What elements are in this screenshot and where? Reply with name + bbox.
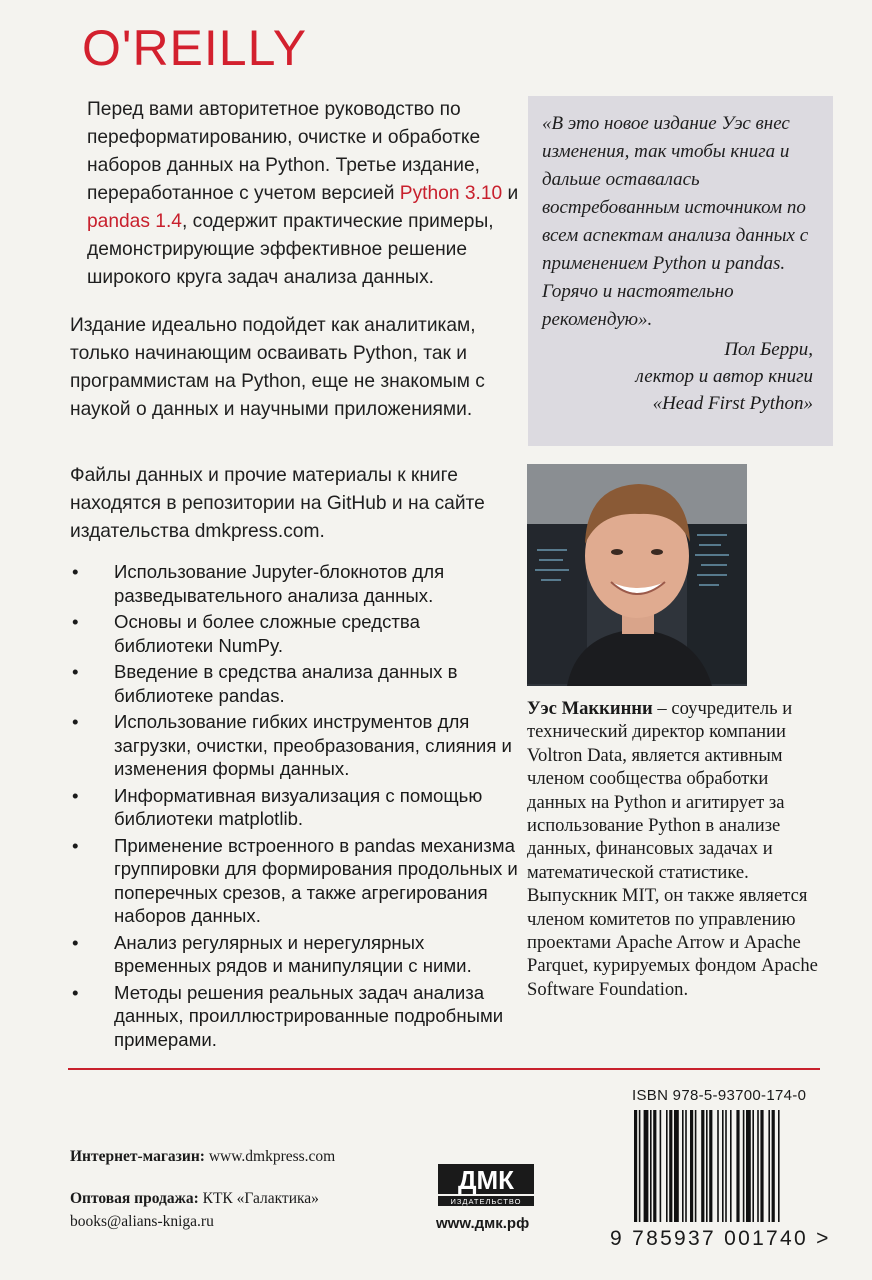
barcode-bar [674,1110,679,1222]
publisher-logo [436,1162,536,1208]
python-version-highlight: Python 3.10 [399,183,503,204]
barcode-bar [760,1110,763,1222]
list-item: • Методы решения реальных задач анализа данных, проиллюстрированные подробными примерами. [72,981,504,1050]
pandas-version-highlight: pandas 1.4 [87,211,182,232]
barcode-bar [701,1110,704,1222]
dmk-logo-icon [436,1162,536,1208]
online-shop-line: Интернет-магазин: www.dmkpress.com [70,1148,336,1165]
bullet-icon: • [72,561,79,582]
list-item: • Использование Jupyter-блокнотов для разведывательного анализа данных. [72,561,445,606]
author-name: Уэс Маккинни [527,698,653,719]
barcode-bar [685,1110,687,1222]
isbn-label: ISBN 978-5-93700-174-0 [632,1087,807,1104]
author-bio: Уэс Маккинни – соучредитель и технический директор компании Voltron Data, является активным членом сообщества обработки данных на Python и агитирует за использование Python в анализе данных, финансовых задачах и математической статистике. Выпускник MIT, он также является членом комитетов по управлению проектами Apache Arrow и Apache Parquet, курируемых фондом Apache Software Foundation. [527,698,818,1000]
bullet-icon: • [72,931,79,953]
barcode-bar [690,1110,693,1222]
barcode-bar [666,1110,668,1222]
barcode-bar [634,1110,637,1222]
barcode-bar [778,1110,780,1222]
barcode-bar [746,1110,751,1222]
publisher-logo-subtitle: ИЗДАТЕЛЬСТВО [450,1197,522,1206]
list-item: • Применение встроенного в pandas механизма группировки для формирования продольных и поперечных срезов, а также агрегирования наборов данных. [72,834,518,926]
barcode-bar [644,1110,649,1222]
list-item: • Информативная визуализация с помощью библиотеки matplotlib. [72,784,483,829]
list-item: • Использование гибких инструментов для загрузки, очистки, преобразования, слияния и изменения формы данных. [72,711,512,779]
barcode-bar [743,1110,745,1222]
bullet-icon: • [72,711,79,732]
barcode-bar [669,1110,672,1222]
barcode-bar [752,1110,754,1222]
barcode-bar [757,1110,759,1222]
barcode-bar [709,1110,712,1222]
bullet-icon: • [72,611,79,632]
publisher-url[interactable]: www.дмк.рф [436,1215,530,1232]
review-quote-box [528,96,833,446]
barcode-icon [610,1110,810,1225]
barcode-bar [682,1110,684,1222]
bullet-icon: • [72,981,79,1003]
bullet-icon: • [72,784,79,806]
feature-list [70,560,520,1054]
review-quote: «В это новое издание Уэс внес изменения, так чтобы книга и дальше оставалась востребованным источником по всем аспектам анализа данных с применением Python и pandas. Горячо и настоятельно рекомендую». [542,113,809,330]
barcode-digits: 9 785937 001740 > [610,1227,831,1250]
list-item: • Основы и более сложные средства библиотеки NumPy. [72,611,420,656]
intro-paragraph-1: Перед вами авторитетное руководство по переформатированию, очистке и обработке наборов данных на Python. Третье издание, переработанное с учетом версией Python 3.10 и pandas 1.4, содержит практические примеры, демонстрирующие эффективное решение широкого круга задач анализа данных. [87,99,519,288]
publisher-logo-text: ДМК [457,1165,515,1195]
wholesale-line: Оптовая продажа: КТК «Галактика» [70,1190,319,1207]
barcode-bar [706,1110,708,1222]
barcode-bar [653,1110,656,1222]
barcode-bar [730,1110,732,1222]
barcode-bar [639,1110,641,1222]
quote-attribution [553,336,813,417]
quote-author-book: «Head First Python» [652,393,813,414]
barcode [610,1110,831,1260]
barcode-bar [725,1110,727,1222]
barcode-bar [772,1110,775,1222]
intro-paragraph-3: Файлы данных и прочие материалы к книге находятся в репозитории на GitHub и на сайте издательства dmkpress.com. [70,465,485,542]
oreilly-logo: O'REILLY [82,20,308,76]
barcode-bar [736,1110,739,1222]
author-photo [527,464,747,686]
wholesale-email[interactable]: books@alians-kniga.ru [70,1213,214,1230]
list-item: • Введение в средства анализа данных в библиотеке pandas. [72,661,458,706]
author-portrait-icon [527,464,747,686]
barcode-bar [695,1110,697,1222]
online-shop-link[interactable]: www.dmkpress.com [204,1148,336,1165]
divider-rule [68,1068,820,1070]
bullet-icon: • [72,834,79,856]
barcode-bar [768,1110,770,1222]
bullet-icon: • [72,661,79,682]
list-item: • Анализ регулярных и нерегулярных временных рядов и манипуляции с ними. [72,931,472,976]
intro-paragraph-2: Издание идеально подойдет как аналитикам, только начинающим осваивать Python, так и программистам на Python, еще не знакомым с наукой о данных и научными приложениями. [70,315,485,420]
barcode-bar [650,1110,652,1222]
quote-author: Пол Берри, [724,339,813,360]
barcode-bar [717,1110,719,1222]
quote-author-role: лектор и автор книги [635,366,813,387]
barcode-bar [722,1110,724,1222]
barcode-bar [660,1110,662,1222]
